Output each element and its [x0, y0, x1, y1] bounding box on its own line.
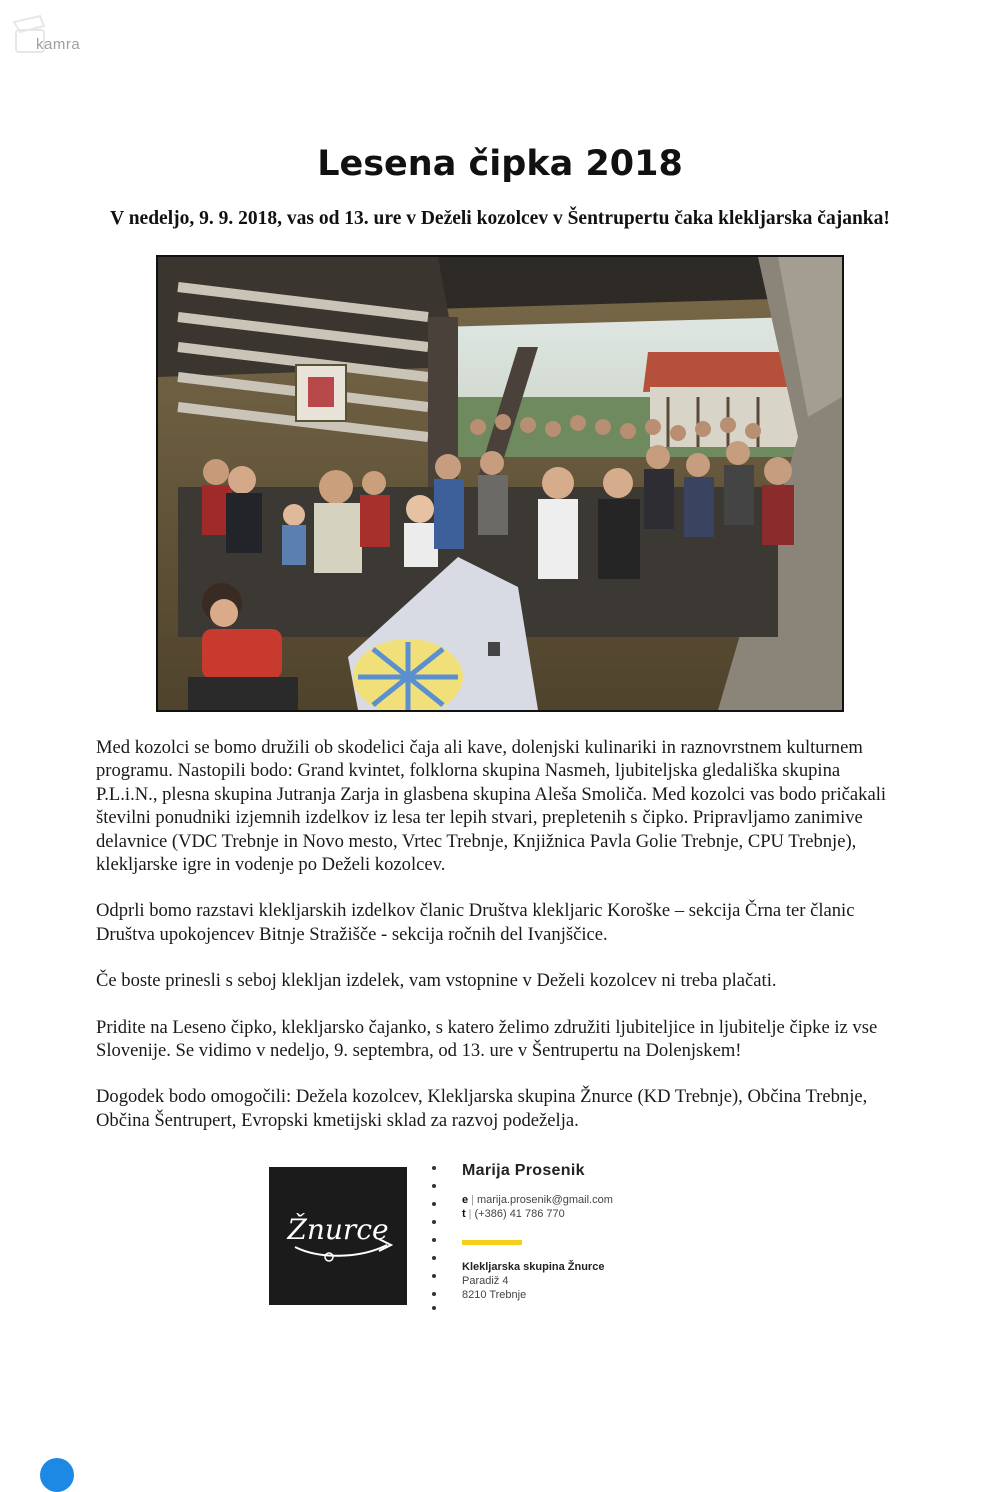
- paragraph-invitation: Pridite na Leseno čipko, klekljarsko čajanko, s katero želimo združiti ljubiteljice in ljubitelje čipke iz vse Slovenije. Se vidimo v nedeljo, 9. septembra, od 13. ure v Šentrupertu na Dolenjskem!: [96, 1016, 878, 1062]
- signature-email-row: e | marija.prosenik@gmail.com: [462, 1194, 613, 1206]
- paragraph-program: Med kozolci se bomo družili ob skodelici čaja ali kave, dolenjski kulinariki in raznovrstnem kulturnem programu. Nastopili bodo: Grand kvintet, folklorna skupina Nasmeh, ljubiteljska gledališka skupina P.L.i.N., plesna skupina Jutranja Zarja in glasbena skupina Aleša Smoliča. Med kozolci vas bodo pričakali številni ponudniki izjemnih izdelkov iz lesa ter lepih stvari, prepletenih s čipko. Pripravljamo zanimive delavnice (VDC Trebnje in Novo mesto, Vrtec Trebnje, Knjižnica Pavla Golie Trebnje, CPU Trebnje), klekljarske igre in vodenje po Deželi kozolcev.: [96, 737, 887, 876]
- page-title: Lesena čipka 2018: [317, 144, 683, 184]
- accent-bar: [462, 1240, 522, 1245]
- logo-text: Žnurce: [287, 1213, 389, 1246]
- paragraph-exhibitions: Odprli bomo razstavi klekljarskih izdelkov članic Društva klekljaric Koroške – sekcija Črna ter članic Društva upokojencev Bitnje Stražišče - sekcija ročnih del Ivanjščice.: [96, 900, 855, 945]
- signature-card: [462, 1162, 722, 1301]
- signature-phone-row: t | (+386) 41 786 770: [462, 1208, 565, 1220]
- znurce-logo: [269, 1167, 407, 1305]
- paragraph-sponsors: Dogodek bodo omogočili: Dežela kozolcev, Klekljarska skupina Žnurce (KD Trebnje), Občina Trebnje, Občina Šentrupert, Evropski kmetijski sklad za razvoj podeželja.: [96, 1086, 868, 1131]
- signature-city: 8210 Trebnje: [462, 1289, 527, 1301]
- event-photo: [156, 255, 844, 712]
- signature-phone[interactable]: (+386) 41 786 770: [474, 1208, 565, 1220]
- signature-divider: [431, 1166, 437, 1310]
- paragraph-entry: Če boste prinesli s seboj klekljan izdelek, vam vstopnine v Deželi kozolcev ni treba plačati.: [96, 970, 777, 992]
- floating-action-icon[interactable]: [40, 1458, 74, 1492]
- email-label: e: [462, 1194, 469, 1206]
- signature-name: Marija Prosenik: [462, 1162, 585, 1179]
- event-subtitle: V nedeljo, 9. 9. 2018, vas od 13. ure v Deželi kozolcev v Šentrupertu čaka klekljarska čajanka!: [110, 208, 890, 229]
- signature-org: Klekljarska skupina Žnurce: [462, 1261, 605, 1273]
- signature-email[interactable]: marija.prosenik@gmail.com: [476, 1194, 613, 1206]
- signature-street: Paradiž 4: [462, 1275, 509, 1287]
- watermark-text: kamra: [36, 36, 81, 53]
- phone-label: t: [462, 1208, 466, 1220]
- article-body: [96, 736, 906, 1155]
